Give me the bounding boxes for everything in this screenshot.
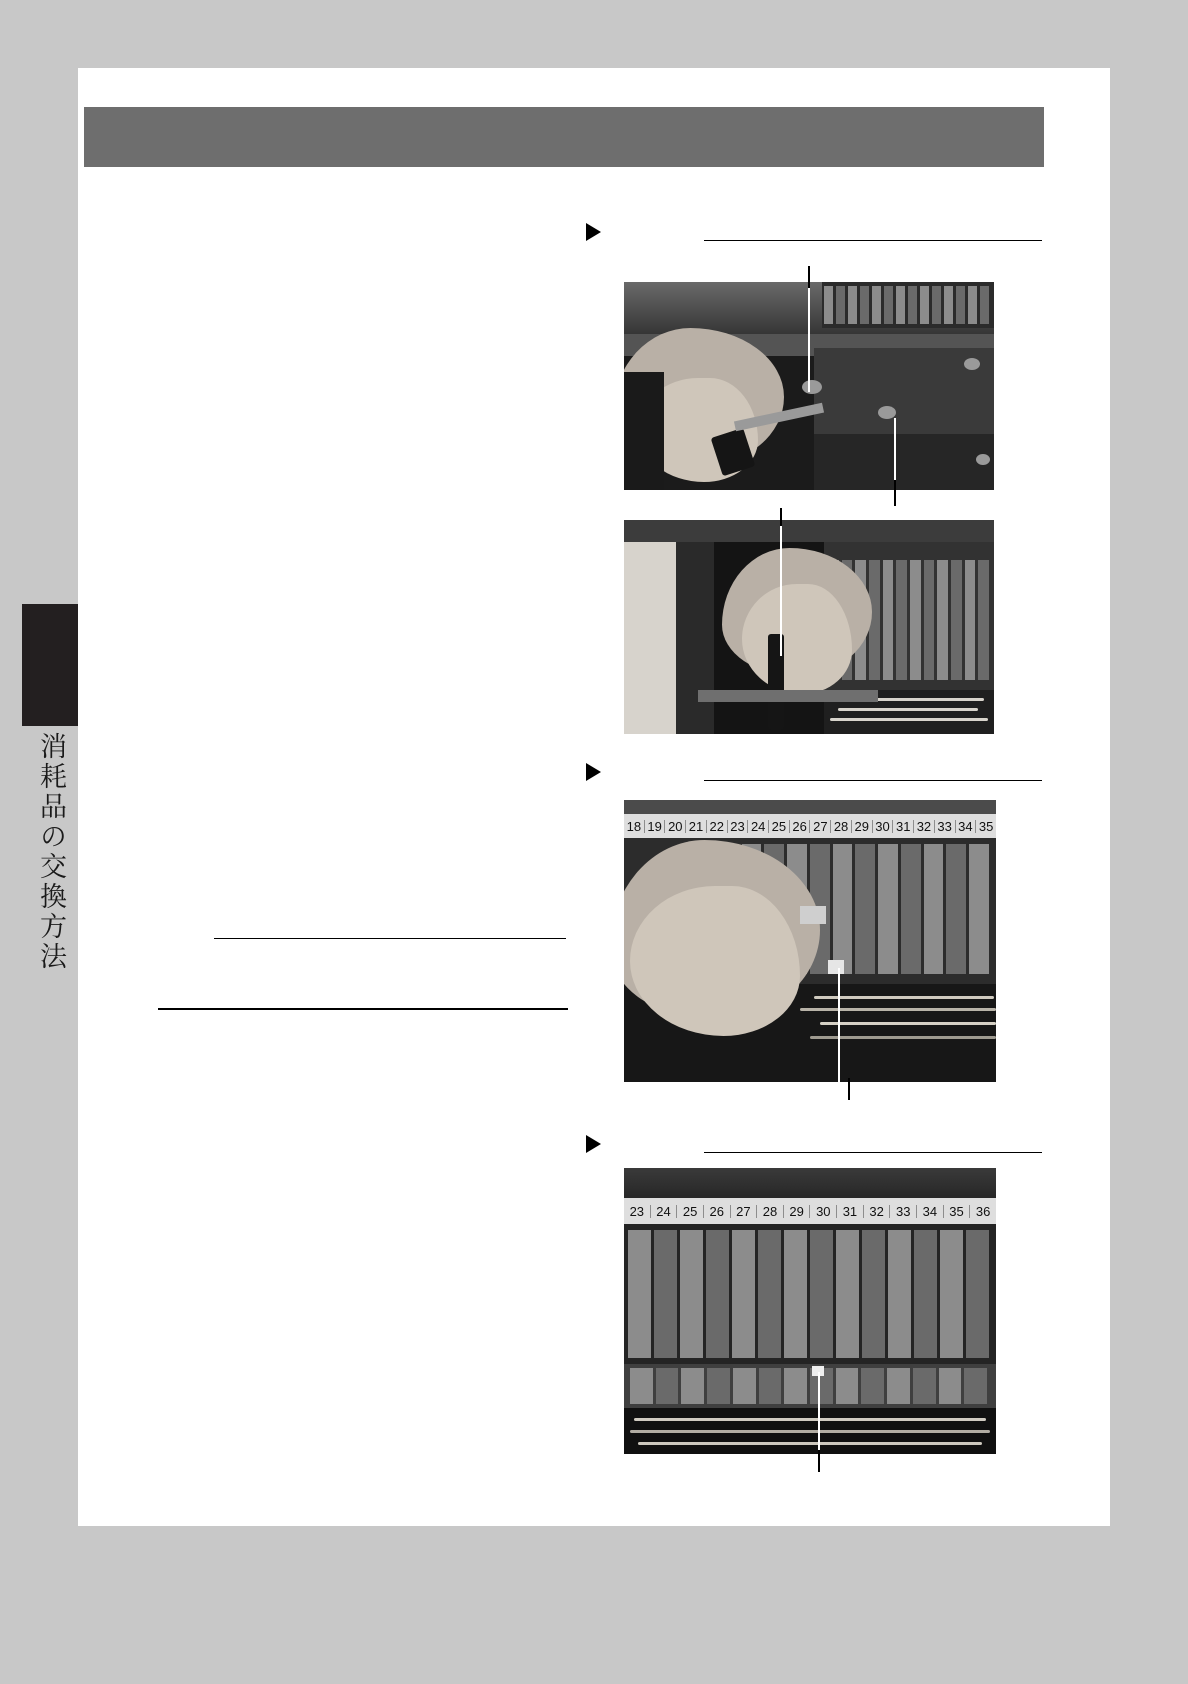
- callout-stem-1b: [894, 480, 896, 506]
- side-tab-marker: [22, 604, 78, 726]
- num-cell: 30: [810, 1205, 837, 1218]
- photo3-number-strip: [624, 814, 996, 838]
- num-cell: 35: [978, 818, 994, 834]
- num-cell: 28: [831, 820, 852, 833]
- step-rule-2: [704, 780, 1042, 781]
- num-cell: 24: [651, 1205, 678, 1218]
- step-marker-1: [586, 223, 601, 241]
- num-cell: 35: [944, 1205, 971, 1218]
- num-cell: 32: [864, 1205, 891, 1218]
- num-cell: 21: [686, 820, 707, 833]
- num-cell: 19: [645, 820, 666, 833]
- step-rule-1: [704, 240, 1042, 241]
- callout-stem-1a: [808, 266, 810, 288]
- num-cell: 33: [935, 820, 956, 833]
- num-cell: 34: [917, 1205, 944, 1218]
- callout-line-3a: [838, 968, 840, 1082]
- num-cell: 25: [769, 820, 790, 833]
- num-cell: 33: [890, 1205, 917, 1218]
- num-cell: 34: [956, 820, 977, 833]
- num-cell: 26: [790, 820, 811, 833]
- num-cell: 31: [893, 820, 914, 833]
- photo-connector-row: [624, 1168, 996, 1454]
- callout-stem-4a: [818, 1450, 820, 1472]
- callout-line-2a: [780, 520, 782, 656]
- num-cell: 27: [810, 820, 831, 833]
- rule-upper: [214, 938, 566, 939]
- num-cell: 25: [677, 1205, 704, 1218]
- callout-stem-2a: [780, 508, 782, 526]
- num-cell: 29: [784, 1205, 811, 1218]
- num-cell: 28: [757, 1205, 784, 1218]
- section-header-band: [84, 107, 1044, 167]
- num-cell: 36: [975, 1203, 991, 1219]
- photo-screw-removal: [624, 282, 994, 490]
- num-cell: 32: [914, 820, 935, 833]
- side-tab-label: 消耗品の交換方法: [35, 732, 66, 972]
- photo-connector-unplug: [624, 800, 996, 1082]
- photo-bracket-removal: [624, 520, 994, 734]
- num-cell: 24: [748, 820, 769, 833]
- rule-lower: [158, 1008, 568, 1010]
- photo4-number-strip: [624, 1198, 996, 1224]
- num-cell: 20: [665, 820, 686, 833]
- step-marker-3: [586, 1135, 601, 1153]
- num-cell: 18: [624, 820, 645, 833]
- num-cell: 27: [731, 1205, 758, 1218]
- num-cell: 23: [624, 1205, 651, 1218]
- callout-line-1a: [808, 282, 810, 392]
- num-cell: 30: [873, 820, 894, 833]
- num-cell: 31: [837, 1205, 864, 1218]
- num-cell: 26: [704, 1205, 731, 1218]
- num-cell: 22: [707, 820, 728, 833]
- step-marker-2: [586, 763, 601, 781]
- num-cell: 23: [728, 820, 749, 833]
- callout-line-4a: [818, 1372, 820, 1454]
- step-rule-3: [704, 1152, 1042, 1153]
- num-cell: 29: [852, 820, 873, 833]
- callout-stem-3a: [848, 1078, 850, 1100]
